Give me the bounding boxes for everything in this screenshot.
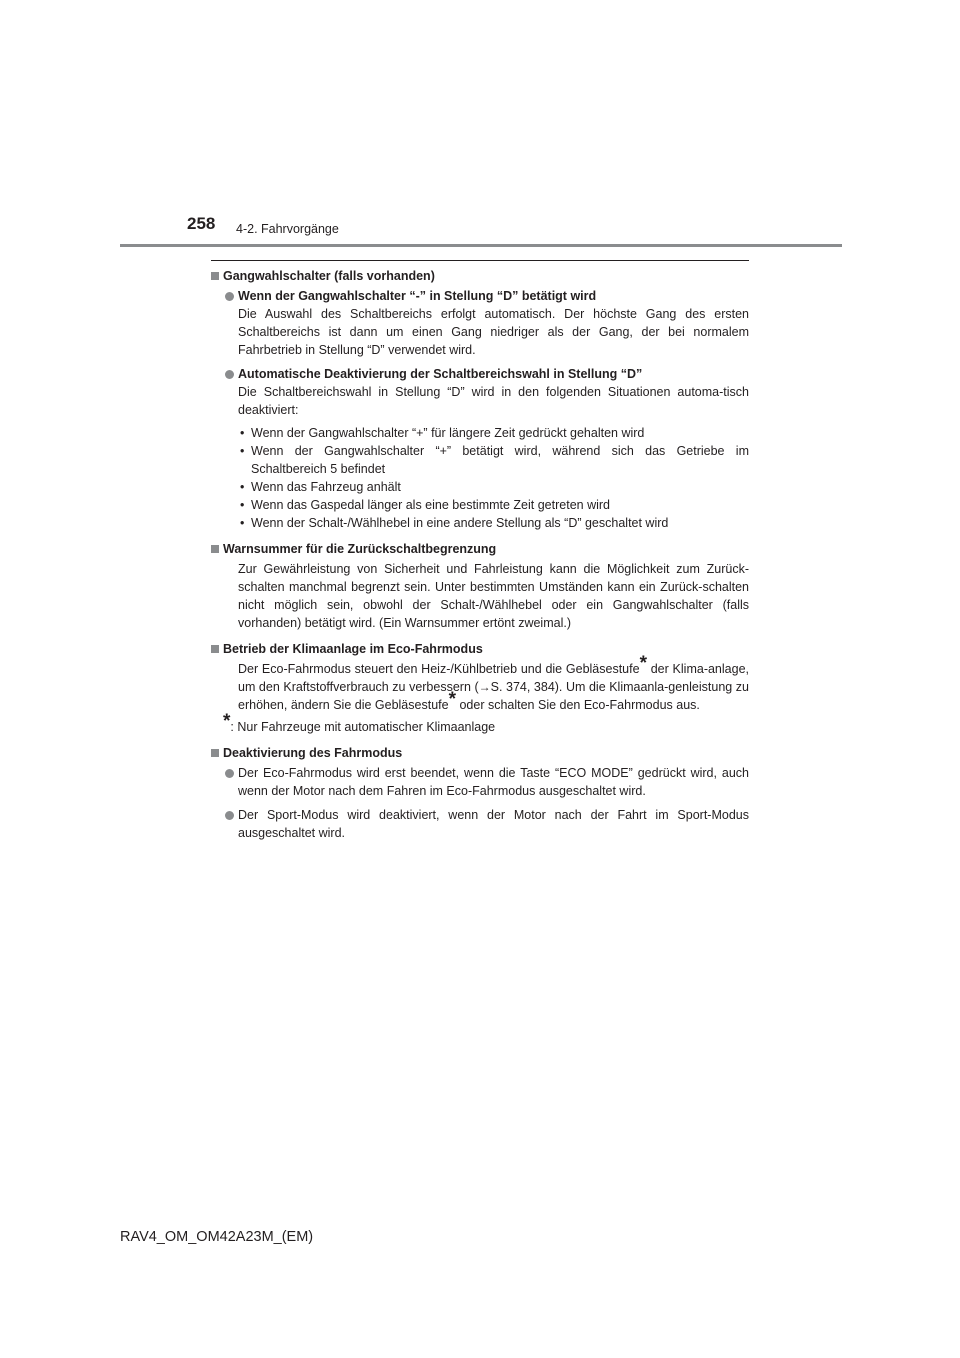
asterisk-marker: * <box>639 653 647 674</box>
round-bullet-icon <box>225 292 234 301</box>
list-item: • Wenn der Schalt-/Wählhebel in eine andere Stellung als “D” geschaltet wird <box>238 514 749 532</box>
document-code: RAV4_OM_OM42A23M_(EM) <box>120 1229 314 1245</box>
item-title: Wenn der Gangwahlschalter “-” in Stellung “D” betätigt wird <box>238 289 597 303</box>
section-heading-fahrmodus <box>211 744 749 762</box>
section-title: Gangwahlschalter (falls vorhanden) <box>223 269 435 283</box>
text-part: oder schalten Sie den Eco-Fahrmodus aus. <box>455 698 700 712</box>
asterisk-marker: * <box>223 711 231 732</box>
page-reference-text: S. 374, 384). Um die Klimaanla-genleistung zu erhöhen, ändern Sie die Gebläsestufe <box>238 680 749 712</box>
item-text: Der Eco-Fahrmodus wird erst beendet, wenn die Taste “ECO MODE” gedrückt wird, auch wenn der Motor nach dem Fahren im Eco-Fahrmodus ausgeschaltet wird. <box>238 766 749 798</box>
bullet-text: Wenn der Schalt-/Wählhebel in eine andere Stellung als “D” geschaltet wird <box>251 516 669 530</box>
section-heading-klimaanlage <box>211 640 749 658</box>
bullet-text: Wenn der Gangwahlschalter “+” betätigt wird, während sich das Getriebe im Schaltbereich 5 befindet <box>251 444 749 476</box>
square-bullet-icon <box>211 645 219 653</box>
asterisk-marker: * <box>448 689 456 710</box>
page-number: 258 <box>187 214 216 233</box>
section-heading-gangwahlschalter <box>211 267 749 285</box>
bullet-text: Wenn das Gaspedal länger als eine bestimmte Zeit getreten wird <box>251 498 610 512</box>
list-item: • Wenn das Fahrzeug anhält <box>238 478 749 496</box>
square-bullet-icon <box>211 749 219 757</box>
footnote <box>211 711 749 736</box>
item-text: Die Schaltbereichswahl in Stellung “D” wird in den folgenden Situationen automa-tisch deaktiviert: <box>238 385 749 417</box>
square-bullet-icon <box>211 272 219 280</box>
bullet-text: Wenn das Fahrzeug anhält <box>251 480 401 494</box>
arrow-right-icon[interactable]: → <box>478 680 491 694</box>
section-reference: 4-2. Fahrvorgänge <box>236 222 339 236</box>
item-text: Der Sport-Modus wird deaktiviert, wenn der Motor nach der Fahrt im Sport-Modus ausgeschaltet wird. <box>238 808 749 840</box>
round-bullet-icon <box>225 769 234 778</box>
list-item <box>211 287 749 359</box>
list-item <box>211 806 749 842</box>
text-part: der Klima-anlage, um den Kraftstoffverbrauch zu verbessern ( <box>238 662 749 694</box>
content-top-rule <box>211 260 749 261</box>
item-title: Automatische Deaktivierung der Schaltbereichswahl in Stellung “D” <box>238 367 643 381</box>
section-heading-warnsummer <box>211 540 749 558</box>
square-bullet-icon <box>211 545 219 553</box>
footnote-text: : Nur Fahrzeuge mit automatischer Klimaanlage <box>230 720 496 734</box>
section-title: Warnsummer für die Zurückschaltbegrenzung <box>223 542 497 556</box>
item-text: Die Auswahl des Schaltbereichs erfolgt automatisch. Der höchste Gang des ersten Schaltbereichs ist dann um einen Gang niedriger als der Gang, der bei normalem Fahrbetrieb in Stellung “D” verwendet wird. <box>238 307 749 357</box>
round-bullet-icon <box>225 370 234 379</box>
page-content <box>211 267 749 842</box>
list-item <box>211 365 749 419</box>
section-text: Zur Gewährleistung von Sicherheit und Fahrleistung kann die Möglichkeit zum Zurück-schalten manchmal begrenzt sein. Unter bestimmten Umständen kann ein Zurück-schalten nicht möglich sein, obwohl der Schalt-/Wählhebel oder ein Gangwahlschalter (falls vorhanden) betätigt wird. (Ein Warnsummer ertönt zweimal.) <box>238 562 749 630</box>
list-item: • Wenn der Gangwahlschalter “+” betätigt wird, während sich das Getriebe im Schaltbereich 5 befindet <box>240 444 749 476</box>
section-text <box>211 653 749 714</box>
deactivation-conditions-list <box>211 424 749 532</box>
list-item: • Wenn das Gaspedal länger als eine bestimmte Zeit getreten wird <box>238 496 749 514</box>
bullet-text: Wenn der Gangwahlschalter “+” für längere Zeit gedrückt gehalten wird <box>251 426 645 440</box>
section-title: Betrieb der Klimaanlage im Eco-Fahrmodus <box>223 642 483 656</box>
header-rule <box>120 244 842 247</box>
list-item: • Wenn der Gangwahlschalter “+” für längere Zeit gedrückt gehalten wird <box>238 424 749 442</box>
text-part: Der Eco-Fahrmodus steuert den Heiz-/Kühlbetrieb und die Gebläsestufe <box>238 662 640 676</box>
round-bullet-icon <box>225 811 234 820</box>
section-title: Deaktivierung des Fahrmodus <box>223 746 403 760</box>
list-item <box>211 764 749 800</box>
